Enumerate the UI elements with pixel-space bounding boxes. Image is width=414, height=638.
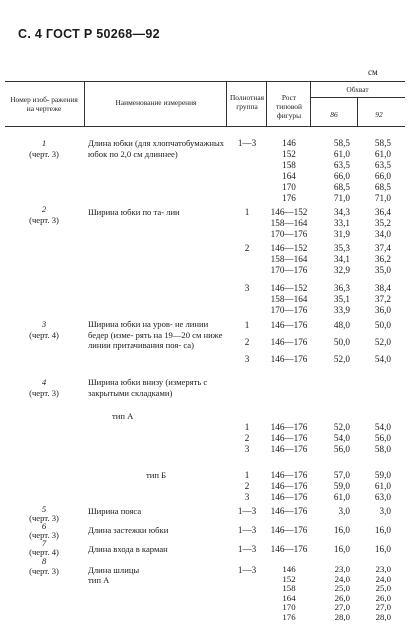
height-list: 146 152 158 164 170 176 [282,564,296,622]
fullness-group: 1 [244,320,250,330]
measurement-name: Длина входа в карман [88,544,168,554]
fullness-group: 2 [244,337,250,347]
measurement-name: Длина шлицы [88,565,140,575]
height-range: 146—176 [270,506,308,516]
height-range: 146—176 [270,337,308,347]
girth-86-values: 23,0 24,0 25,0 26,0 27,0 28,0 [334,564,350,622]
fullness-group: 1—3 [237,138,257,148]
col-header-name: Наименование измерения [115,98,197,107]
measurement-name: Длина юбки (для хлопчатобумажных юбок по 2,0 см длиннее) [88,138,225,159]
girth-86-values: 57,0 59,0 61,0 [333,470,350,502]
measurement-name: Ширина юбки по та- лии [88,207,180,217]
row-drawing-ref: (черт. 3) [29,530,59,540]
fullness-group: 1—3 [237,565,257,575]
row-drawing-ref: (черт. 4) [29,547,59,557]
girth-92-values: 59,0 61,0 63,0 [374,470,391,502]
girth-92-value: 16,0 [374,525,391,535]
height-list: 146—176 146—176 146—176 [270,470,308,502]
table-header-rule [5,126,405,127]
fullness-group: 3 [244,354,250,364]
height-list: 146—176 146—176 146—176 [270,422,308,454]
measurement-name: Ширина юбки на уров- не линии бедер (изме- рять на 19—20 см ниже линии притачивания поя- са) [88,319,223,351]
col-header-group: Полнотная группа [229,93,265,112]
height-list: 146—152 158—164 170—176 [270,243,308,275]
row-drawing-ref: (черт. 3) [29,149,59,159]
col-header-height: Рост типовой фигуры [276,93,302,121]
height-range: 146—176 [270,544,308,554]
girth-92-value: 54,0 [374,354,391,364]
girth-92-values: 37,4 36,2 35,0 [374,243,391,275]
fullness-group: 1—3 [237,544,257,554]
girth-92-value: 16,0 [374,544,391,554]
girth-86-value: 50,0 [333,337,350,347]
measurement-name: Ширина пояса [88,506,142,516]
row-number: 5 [41,504,47,514]
measurement-name: Длина застежки юбки [88,525,169,535]
table-top-rule [5,81,405,82]
col-divider-1 [84,81,85,126]
height-list: 146—152 158—164 170—176 [270,283,308,315]
row-number: 3 [41,319,47,329]
height-list: 146—152 158—164 170—176 [270,207,308,239]
type-a-label: тип А [88,575,110,585]
girth-86-value: 48,0 [333,320,350,330]
height-range: 146—176 [270,354,308,364]
girth-92-values: 58,5 61,0 63,5 66,0 68,5 71,0 [374,138,391,203]
col-divider-5 [357,97,358,126]
row-number: 1 [41,138,47,148]
height-range: 146—176 [270,320,308,330]
height-list: 146 152 158 164 170 176 [282,138,296,203]
col-header-girth: Обхват [346,85,369,94]
girth-86-values: 34,3 33,1 31,9 [333,207,350,239]
col-header-number: Номер изоб- ражения на чертеже [10,95,78,114]
type-b-label: тип Б [146,470,167,480]
girth-92-value: 50,0 [374,320,391,330]
girth-86-values: 36,3 35,1 33,9 [333,283,350,315]
fullness-group: 1—3 [237,506,257,516]
girth-92-values: 54,0 56,0 58,0 [374,422,391,454]
page-header: С. 4 ГОСТ Р 50268—92 [18,27,160,41]
girth-92-values: 23,0 24,0 25,0 26,0 27,0 28,0 [375,564,391,622]
measurement-name: Ширина юбки внизу (измерять с закрытыми складками) [88,377,208,398]
fullness-group: 3 [244,283,250,293]
row-drawing-ref: (черт. 3) [29,388,59,398]
row-drawing-ref: (черт. 3) [29,513,59,523]
unit-label: см [368,67,378,77]
col-header-girth-92: 92 [375,110,383,119]
girth-92-value: 3,0 [379,506,391,516]
row-drawing-ref: (черт. 3) [29,215,59,225]
col-divider-3 [266,81,267,126]
fullness-groups: 1 2 3 [244,422,250,454]
height-range: 146—176 [270,525,308,535]
col-divider-2 [226,81,227,126]
fullness-groups: 1 2 3 [244,470,250,502]
girth-86-values: 52,0 54,0 56,0 [333,422,350,454]
girth-86-value: 16,0 [333,544,350,554]
girth-86-values: 58,5 61,0 63,5 66,0 68,5 71,0 [333,138,350,203]
girth-92-value: 52,0 [374,337,391,347]
row-number: 8 [41,556,47,566]
row-number: 2 [41,204,47,214]
row-drawing-ref: (черт. 4) [29,330,59,340]
fullness-group: 1—3 [237,525,257,535]
girth-92-values: 36,4 35,2 34,0 [374,207,391,239]
col-header-girth-86: 86 [330,110,338,119]
fullness-group: 1 [244,207,250,217]
row-number: 6 [41,521,47,531]
row-drawing-ref: (черт. 3) [29,566,59,576]
row-number: 4 [41,377,47,387]
girth-86-value: 52,0 [333,354,350,364]
girth-92-values: 38,4 37,2 36,0 [374,283,391,315]
row-number: 7 [41,538,47,548]
fullness-group: 2 [244,243,250,253]
girth-86-values: 35,3 34,1 32,9 [333,243,350,275]
girth-86-value: 16,0 [333,525,350,535]
type-a-label: тип А [112,411,134,421]
girth-86-value: 3,0 [338,506,350,516]
